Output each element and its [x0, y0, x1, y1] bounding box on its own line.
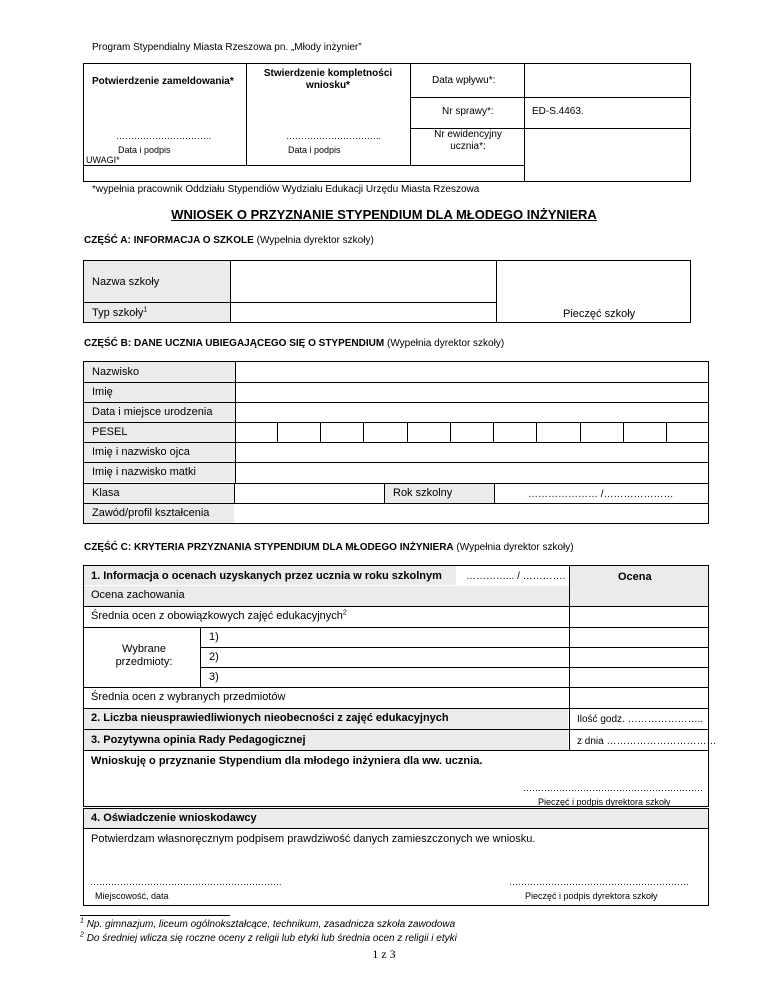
section-1-title: 1. Informacja o ocenach uzyskanych przez ucznia w roku szkolnym — [91, 570, 442, 582]
case-number-value: ED-S.4463. — [532, 106, 584, 117]
place-date-label: Miejscowość, data — [95, 891, 169, 901]
sign-label-1: Data i podpis — [118, 145, 171, 155]
section-1-year: …………... / …………. — [466, 571, 566, 582]
residence-confirmation-title: Potwierdzenie zameldowania* — [92, 76, 234, 87]
behaviour-grade-label: Ocena zachowania — [91, 589, 185, 601]
registry-number-label: Nr ewidencyjny ucznia*: — [434, 129, 502, 152]
school-year-value: ………………… /………………… — [528, 489, 674, 500]
section-2-value: Ilość godz. ………………….. — [577, 714, 704, 725]
dots-2: ………………………….. — [286, 131, 382, 141]
profile-label: Zawód/profil kształcenia — [92, 507, 210, 519]
school-name-label: Nazwa szkoły — [92, 276, 160, 288]
section-3-value: z dnia …………………………… — [577, 736, 717, 747]
form-title: WNIOSEK O PRZYZNANIE STYPENDIUM DLA MŁODEGO INŻYNIERA — [171, 207, 597, 222]
footnote-1: $^1$ Np. gimnazjum, liceum ogólnokształcące, technikum, zasadnicza szkoła zawodowa — [80, 917, 456, 930]
father-label: Imię i nazwisko ojca — [92, 446, 190, 458]
sign-label-2: Data i podpis — [288, 145, 341, 155]
birth-label: Data i miejsce urodzenia — [92, 406, 213, 418]
date-in-label: Data wpływu*: — [432, 75, 496, 86]
grade-column-header: Ocena — [618, 571, 652, 583]
part-c-heading: CZĘŚĆ C: KRYTERIA PRZYZNANIA STYPENDIUM DLA MŁODEGO INŻYNIERA (Wypełnia dyrektor szkoły) — [84, 542, 574, 553]
mandatory-average-label: Średnia ocen z obowiązkowych zajęć edukacyjnych$^2$ — [91, 609, 347, 622]
page-number: 1 z 3 — [372, 947, 396, 961]
school-type-label: Typ szkoły$^1$ — [92, 306, 148, 319]
part-b-heading: CZĘŚĆ B: DANE UCZNIA UBIEGAJĄCEGO SIĘ O STYPENDIUM (Wypełnia dyrektor szkoły) — [84, 338, 505, 349]
section-2-title: 2. Liczba nieusprawiedliwionych nieobecności z zajęć edukacyjnych — [91, 712, 449, 724]
subject-1: 1) — [209, 631, 219, 643]
director-dots: …………………………………………………… — [523, 783, 703, 793]
section-3-title: 3. Pozytywna opinia Rady Pedagogicznej — [91, 734, 306, 746]
request-text: Wnioskuję o przyznanie Stypendium dla młodego inżyniera dla ww. ucznia. — [91, 755, 483, 767]
footnote-2: $^2$ Do średniej wlicza się roczne oceny z religii lub etyki lub średnia ocen z religii i etyki — [80, 931, 457, 944]
school-stamp-label: Pieczęć szkoły — [563, 308, 636, 320]
completeness-title: Stwierdzenie kompletności wniosku* — [263, 68, 393, 91]
place-dots: ………………………………………………………. — [90, 877, 282, 887]
section-4-title: 4. Oświadczenie wnioskodawcy — [91, 812, 257, 824]
chosen-average-label: Średnia ocen z wybranych przedmiotów — [91, 691, 286, 703]
sign-dots: …………………………………………………… — [509, 877, 689, 887]
mother-label: Imię i nazwisko matki — [92, 466, 196, 478]
class-label: Klasa — [92, 487, 120, 499]
part-a-heading: CZĘŚĆ A: INFORMACJA O SZKOLE (Wypełnia dyrektor szkoły) — [84, 235, 374, 246]
subject-3: 3) — [209, 671, 219, 683]
office-footnote: *wypełnia pracownik Oddziału Stypendiów Wydziału Edukacji Urzędu Miasta Rzeszowa — [92, 184, 480, 195]
case-number-label: Nr sprawy*: — [442, 106, 494, 117]
declaration-text: Potwierdzam własnoręcznym podpisem prawdziwość danych zamieszczonych we wniosku. — [91, 833, 536, 845]
chosen-subjects-label: Wybrane przedmioty: — [115, 643, 173, 668]
dots-1: ………………………….. — [116, 131, 212, 141]
surname-label: Nazwisko — [92, 366, 140, 378]
school-year-label: Rok szkolny — [393, 487, 453, 499]
pesel-label: PESEL — [92, 426, 128, 438]
applicant-sign-label: Pieczęć i podpis dyrektora szkoły — [525, 891, 658, 901]
program-header: Program Stypendialny Miasta Rzeszowa pn. „Młody inżynier” — [92, 42, 362, 53]
director-sign-label: Pieczęć i podpis dyrektora szkoły — [538, 797, 671, 807]
first-name-label: Imię — [92, 386, 113, 398]
subject-2: 2) — [209, 651, 219, 663]
remarks-label: UWAGI* — [86, 155, 120, 165]
